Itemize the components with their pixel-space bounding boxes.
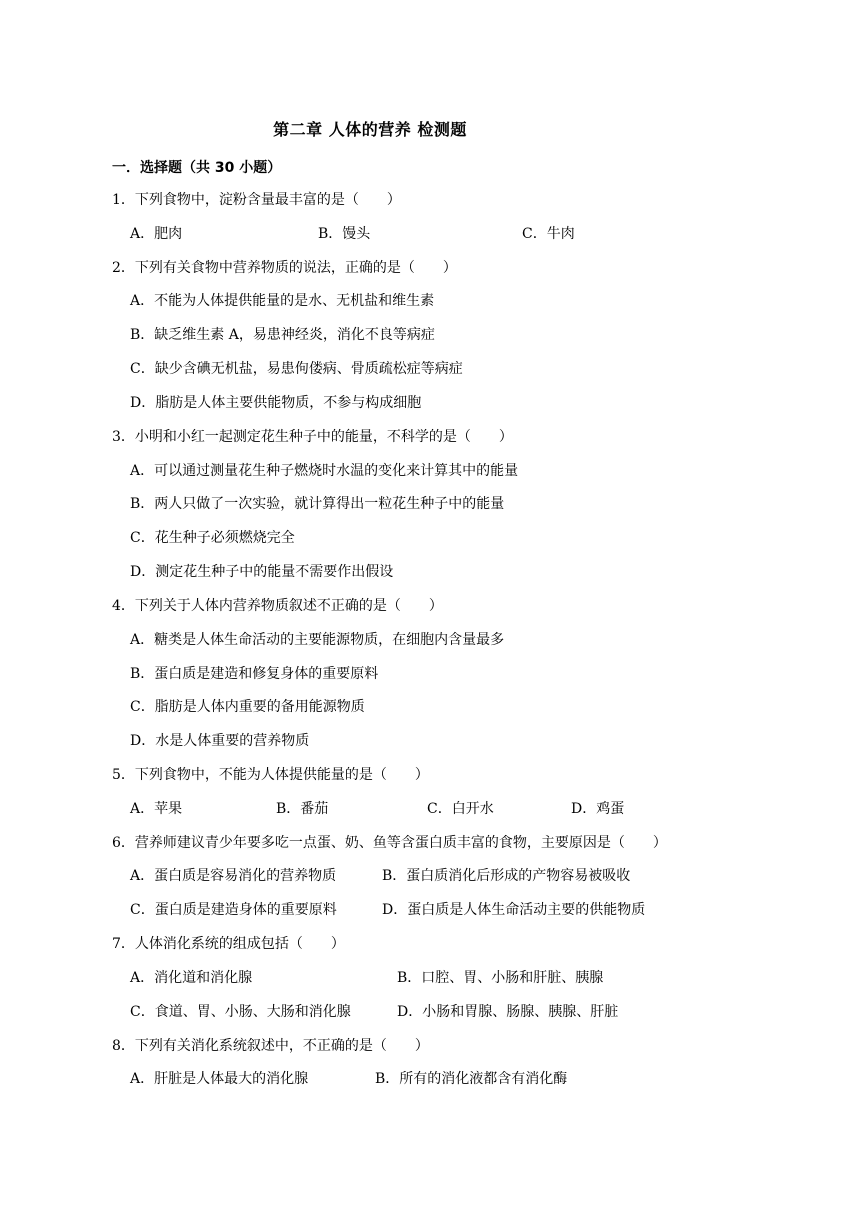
option-text: B．缺乏维生素 A，易患神经炎，消化不良等病症	[130, 327, 435, 343]
option-text: B．两人只做了一次实验，就计算得出一粒花生种子中的能量	[130, 496, 505, 512]
option-text: D．蛋白质是人体生命活动主要的供能物质	[382, 902, 646, 918]
option-text: B．番茄	[276, 801, 329, 817]
option-text: B．蛋白质消化后形成的产物容易被吸收	[382, 868, 631, 884]
option-text: D．脂肪是人体主要供能物质，不参与构成细胞	[130, 395, 422, 411]
question-stem: 8．下列有关消化系统叙述中，不正确的是（ ）	[112, 1038, 429, 1054]
option-text: B．馒头	[318, 226, 371, 242]
option-text: C．蛋白质是建造身体的重要原料	[130, 902, 337, 918]
option-text: C．牛肉	[522, 226, 575, 242]
question-stem: 2．下列有关食物中营养物质的说法，正确的是（ ）	[112, 260, 457, 276]
option-text: C．缺少含碘无机盐，易患佝偻病、骨质疏松症等病症	[130, 361, 463, 377]
option-text: A．可以通过测量花生种子燃烧时水温的变化来计算其中的能量	[130, 463, 519, 479]
question-stem: 4．下列关于人体内营养物质叙述不正确的是（ ）	[112, 598, 443, 614]
option-text: C．脂肪是人体内重要的备用能源物质	[130, 699, 365, 715]
option-text: A．消化道和消化腺	[130, 970, 253, 986]
option-text: B．口腔、胃、小肠和肝脏、胰腺	[397, 970, 604, 986]
option-text: D．小肠和胃腺、肠腺、胰腺、肝脏	[397, 1004, 619, 1020]
option-text: A．糖类是人体生命活动的主要能源物质，在细胞内含量最多	[130, 632, 505, 648]
option-text: B．蛋白质是建造和修复身体的重要原料	[130, 666, 379, 682]
option-text: C．食道、胃、小肠、大肠和消化腺	[130, 1004, 351, 1020]
option-text: D．水是人体重要的营养物质	[130, 733, 310, 749]
question-stem: 3．小明和小红一起测定花生种子中的能量，不科学的是（ ）	[112, 429, 513, 445]
option-text: D．鸡蛋	[571, 801, 625, 817]
option-text: D．测定花生种子中的能量不需要作出假设	[130, 564, 394, 580]
option-text: A．肥肉	[130, 226, 183, 242]
section-heading: 一．选择题（共 30 小题）	[112, 160, 282, 176]
question-stem: 6．营养师建议青少年要多吃一点蛋、奶、鱼等含蛋白质丰富的食物，主要原因是（ ）	[112, 835, 667, 851]
page-title: 第二章 人体的营养 检测题	[273, 120, 467, 139]
option-text: C．白开水	[427, 801, 494, 817]
option-text: A．肝脏是人体最大的消化腺	[130, 1071, 309, 1087]
question-stem: 5．下列食物中，不能为人体提供能量的是（ ）	[112, 767, 429, 783]
option-text: C．花生种子必须燃烧完全	[130, 530, 295, 546]
option-text: A．苹果	[130, 801, 183, 817]
option-text: A．不能为人体提供能量的是水、无机盐和维生素	[130, 293, 435, 309]
question-stem: 7．人体消化系统的组成包括（ ）	[112, 936, 345, 952]
option-text: B．所有的消化液都含有消化酶	[375, 1071, 568, 1087]
question-stem: 1．下列食物中，淀粉含量最丰富的是（ ）	[112, 192, 401, 208]
option-text: A．蛋白质是容易消化的营养物质	[130, 868, 337, 884]
